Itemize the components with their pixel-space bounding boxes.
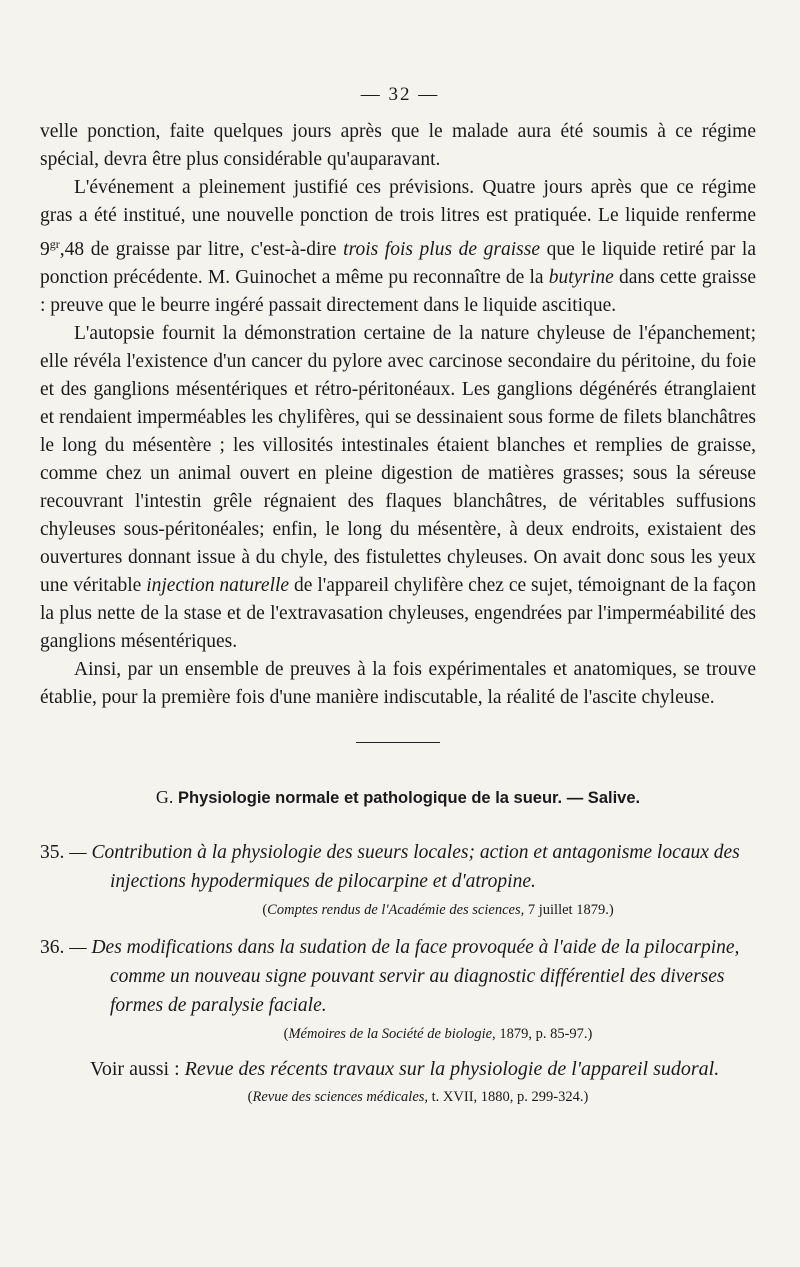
section-letter: G. — [155, 787, 174, 807]
reference-title-text: — Contribution à la physiologie des sueurs locales; action et antagonisme locaux des injections hypodermiques de pilocarpine et d'atropine. — [69, 842, 740, 892]
gram-superscript: gr — [49, 237, 60, 251]
source-details: t. XVII, 1880, p. 299-324. — [428, 1089, 584, 1105]
source-close-paren: ) — [608, 902, 614, 918]
paragraph-2-emphasis: trois fois plus de graisse — [343, 239, 540, 260]
reference-number: 36. — [40, 937, 65, 958]
reference-36 — [40, 933, 756, 1043]
paragraph-2-part-d: dans cette graisse : preuve que le beurre ingéré passait directement dans le liquide ascitique. — [40, 267, 756, 316]
source-close-paren: ) — [587, 1026, 593, 1042]
page-number: — 32 — — [360, 84, 440, 105]
source-details: 7 juillet 1879. — [524, 902, 609, 918]
source-journal: Comptes rendus de l'Académie des sciences, — [267, 902, 525, 918]
source-journal: Revue des sciences médicales, — [252, 1089, 429, 1105]
reference-title — [40, 838, 756, 896]
reference-source — [40, 902, 756, 919]
paragraph-1: velle ponction, faite quelques jours après que le malade aura été soumis à ce régime spécial, devra être plus considérable qu'auparavant. — [40, 121, 756, 170]
source-journal: Mémoires de la Société de biologie, — [288, 1026, 496, 1042]
see-also-title: Revue des récents travaux sur la physiologie de l'appareil sudoral. — [184, 1058, 720, 1080]
reference-title-text: — Des modifications dans la sudation de la face provoquée à l'aide de la pilocarpine, comme un nouveau signe pouvant servir au diagnostic différentiel des diverses formes de paralysie faciale. — [69, 937, 740, 1016]
section-title: Physiologie normale et pathologique de la sueur. — Salive. — [177, 789, 641, 807]
paragraph-3-part-a: L'autopsie fournit la démonstration certaine de la nature chyleuse de l'épanchement; elle révéla l'existence d'un cancer du pylore avec carcinose secondaire du péritoine, du foie et des ganglions mésentériques et rétro-péritonéaux. Les ganglions dégénérés étranglaient et rendaient imperméables les chylifères, qui se dessinaient sous forme de filets blanchâtres le long du mésentère ; les villosités intestinales étaient blanches et remplies de graisse, comme chez un animal ouvert en pleine digestion de matières grasses; sous la séreuse recouvrant l'intestin grêle régnaient des flaques blanchâtres, de véritables suffusions chyleuses sous-péritonéales; enfin, le long du mésentère, à deux endroits, existaient des ouvertures donnant issue à du chyle, des fistulettes chyleuses. On avait donc sous les yeux une véritable — [40, 323, 756, 596]
paragraph-2 — [40, 174, 756, 320]
source-close-paren: ) — [583, 1089, 589, 1105]
reference-35 — [40, 838, 756, 919]
paragraph-2-part-b: ,48 de graisse par litre, c'est-à-dire — [59, 239, 344, 260]
body-text — [40, 118, 756, 1106]
paragraph-2-part-a: L'événement a pleinement justifié ces prévisions. Quatre jours après que ce régime gras a été institué, une nouvelle ponction de trois litres est pratiquée. Le liquide renferme 9 — [40, 177, 756, 260]
source-details: 1879, p. 85-97. — [495, 1026, 588, 1042]
see-also-label: Voir aussi : — [90, 1058, 185, 1080]
section-divider — [356, 742, 440, 743]
reference-number: 35. — [40, 842, 65, 863]
source-open-paren: ( — [283, 1026, 289, 1042]
source-open-paren: ( — [247, 1089, 253, 1105]
paragraph-2-emphasis-butyrine: butyrine — [548, 267, 614, 288]
see-also-source — [40, 1089, 756, 1106]
paragraph-3-emphasis: injection naturelle — [146, 575, 290, 596]
paragraph-3 — [40, 320, 756, 656]
source-open-paren: ( — [262, 902, 268, 918]
section-heading — [40, 787, 756, 808]
reference-source — [40, 1026, 756, 1043]
paragraph-3-part-b: de l'appareil chylifère chez ce sujet, témoignant de la façon la plus nette de la stase et de l'extravasation chyleuses, engendrées par l'imperméabilité des ganglions mésentériques. — [40, 575, 756, 652]
reference-title — [40, 933, 756, 1020]
paragraph-4: Ainsi, par un ensemble de preuves à la fois expérimentales et anatomiques, se trouve établie, pour la première fois d'une manière indiscutable, la réalité de l'ascite chyleuse. — [40, 659, 756, 708]
paragraph-2-part-c: que le liquide retiré par la ponction précédente. M. Guinochet a même pu reconnaître de la — [40, 239, 756, 288]
see-also — [40, 1055, 756, 1083]
